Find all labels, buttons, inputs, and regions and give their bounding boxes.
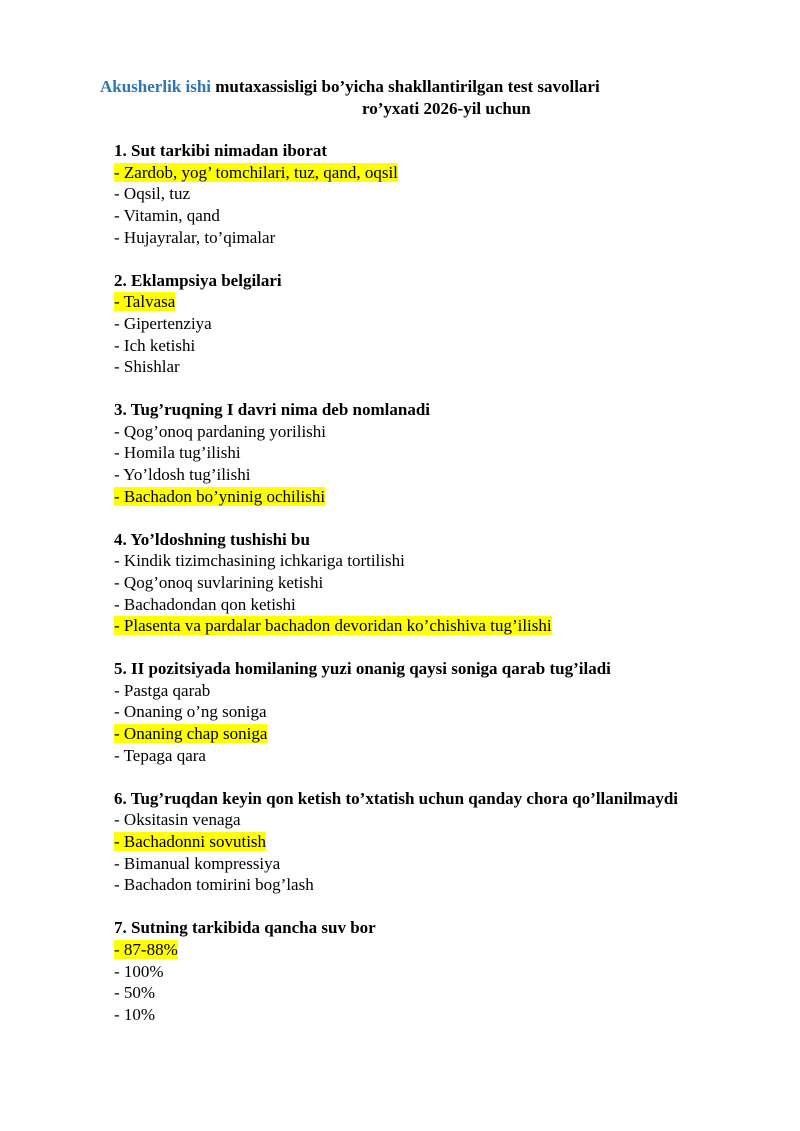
answer-dash: - xyxy=(114,745,124,765)
answer-option xyxy=(114,313,794,335)
answer-text: Bachadon bo’yninig ochilishi xyxy=(123,486,326,506)
answer-dash: - xyxy=(114,206,124,226)
answer-dash: - xyxy=(114,831,124,851)
answer-text: Qog’onoq pardaning yorilishi xyxy=(123,421,327,441)
answer-dash: - xyxy=(114,184,124,204)
answer-highlight xyxy=(114,292,175,311)
answer-option xyxy=(114,680,794,702)
answer-text: Yo’ldosh tug’ilishi xyxy=(123,465,251,485)
question-text: 5. II pozitsiyada homilaning yuzi onanig qaysi soniga qarab tug’iladi xyxy=(114,659,611,679)
answer-dash: - xyxy=(114,227,124,247)
answer-option xyxy=(114,442,794,464)
answer-highlight xyxy=(114,681,210,700)
answer-dash: - xyxy=(114,616,124,636)
question-text: 1. Sut tarkibi nimadan iborat xyxy=(114,141,328,160)
answer-highlight xyxy=(114,184,190,203)
answer-option xyxy=(114,205,794,227)
answer-dash: - xyxy=(114,983,124,1003)
answer-option xyxy=(114,227,794,249)
answer-dash: - xyxy=(114,465,124,485)
answer-highlight xyxy=(114,616,552,635)
question-text: 4. Yo’ldoshning tushishi bu xyxy=(114,529,310,549)
answer-highlight xyxy=(114,443,241,462)
question-block xyxy=(114,399,794,508)
answer-text: Bimanual kompressiya xyxy=(123,853,281,873)
answer-dash: - xyxy=(114,875,124,895)
answer-highlight xyxy=(114,1005,155,1024)
question-text: 3. Tug’ruqning I davri nima deb nomlanadi xyxy=(114,400,431,420)
answer-option xyxy=(114,961,794,983)
answer-option xyxy=(114,874,794,896)
answer-option xyxy=(114,335,794,357)
answer-option xyxy=(114,183,794,205)
answer-text: Bachadonni sovutish xyxy=(123,831,267,851)
answer-dash: - xyxy=(114,724,124,744)
document-title xyxy=(0,76,800,120)
answer-dash: - xyxy=(114,853,124,873)
answer-option xyxy=(114,1004,794,1026)
answer-highlight xyxy=(114,336,195,355)
answer-text: Onaning o’ng soniga xyxy=(123,702,267,722)
answer-option xyxy=(114,572,794,594)
answer-dash: - xyxy=(114,162,124,182)
title-accent-text: Akusherlik ishi xyxy=(100,77,212,96)
question-block xyxy=(114,140,794,249)
answer-highlight xyxy=(114,357,180,376)
answer-text: Zardob, yog’ tomchilari, tuz, qand, oqsil xyxy=(123,162,398,182)
answer-option xyxy=(114,701,794,723)
answer-dash: - xyxy=(114,680,124,700)
question-block xyxy=(114,917,794,1026)
answer-dash: - xyxy=(114,443,124,463)
answer-highlight xyxy=(114,595,296,614)
answer-dash: - xyxy=(114,357,124,377)
question-text: 7. Sutning tarkibida qancha suv bor xyxy=(114,918,376,938)
answer-dash: - xyxy=(114,486,124,506)
answer-dash: - xyxy=(114,1004,124,1024)
answer-highlight xyxy=(114,314,212,333)
answer-text: Shishlar xyxy=(123,357,180,377)
answer-text: Homila tug’ilishi xyxy=(123,443,241,463)
answer-option-correct xyxy=(114,486,794,508)
answer-text: 87-88% xyxy=(123,939,178,959)
answer-option-correct xyxy=(114,615,794,637)
answer-highlight xyxy=(114,702,267,721)
answer-highlight xyxy=(114,875,314,894)
answer-option-correct xyxy=(114,831,794,853)
answer-text: Bachadondan qon ketishi xyxy=(123,594,296,614)
answer-dash: - xyxy=(114,292,124,312)
answer-text: Bachadon tomirini bog’lash xyxy=(123,875,314,895)
answer-option-correct xyxy=(114,723,794,745)
title-line-2: ro’yxati 2026-yil uchun xyxy=(362,99,531,118)
answer-option xyxy=(114,421,794,443)
answer-option xyxy=(114,809,794,831)
question-text: 2. Eklampsiya belgilari xyxy=(114,270,282,290)
answer-dash: - xyxy=(114,939,124,959)
answer-highlight xyxy=(114,422,326,441)
answer-option xyxy=(114,464,794,486)
answer-option-correct xyxy=(114,939,794,961)
answer-option xyxy=(114,356,794,378)
answer-text: Tepaga qara xyxy=(123,745,206,765)
answer-highlight xyxy=(114,983,155,1002)
answer-dash: - xyxy=(114,702,124,722)
question-block xyxy=(114,788,794,897)
answer-highlight xyxy=(114,810,241,829)
answer-highlight xyxy=(114,724,267,743)
question-block xyxy=(114,270,794,379)
answer-option-correct xyxy=(114,162,794,184)
answer-highlight xyxy=(114,163,398,182)
answer-dash: - xyxy=(114,551,124,571)
title-line-1 xyxy=(0,76,800,98)
answer-text: Pastga qarab xyxy=(123,680,211,700)
answer-highlight xyxy=(114,962,164,981)
answer-dash: - xyxy=(114,594,124,614)
question-list xyxy=(114,140,794,1047)
answer-highlight xyxy=(114,746,206,765)
answer-dash: - xyxy=(114,313,124,333)
answer-option xyxy=(114,982,794,1004)
answer-text: Oksitasin venaga xyxy=(123,810,241,830)
answer-highlight xyxy=(114,940,178,959)
answer-text: Qog’onoq suvlarining ketishi xyxy=(123,572,324,592)
answer-text: Kindik tizimchasining ichkariga tortilishi xyxy=(123,551,405,571)
question-text: 6. Tug’ruqdan keyin qon ketish to’xtatish uchun qanday chora qo’llanilmaydi xyxy=(114,788,679,808)
answer-dash: - xyxy=(114,335,124,355)
answer-text: Talvasa xyxy=(123,292,176,312)
answer-text: Gipertenziya xyxy=(123,313,212,333)
question-block xyxy=(114,658,794,767)
answer-dash: - xyxy=(114,572,124,592)
answer-dash: - xyxy=(114,810,124,830)
answer-dash: - xyxy=(114,961,124,981)
answer-option xyxy=(114,745,794,767)
answer-highlight xyxy=(114,465,251,484)
answer-highlight xyxy=(114,551,405,570)
answer-text: Plasenta va pardalar bachadon devoridan ko’chishiva tug’ilishi xyxy=(123,616,552,636)
answer-option-correct xyxy=(114,291,794,313)
answer-text: Vitamin, qand xyxy=(123,206,220,226)
question-block xyxy=(114,529,794,638)
answer-option xyxy=(114,594,794,616)
answer-dash: - xyxy=(114,421,124,441)
answer-text: Hujayralar, to’qimalar xyxy=(123,227,276,247)
answer-highlight xyxy=(114,854,280,873)
answer-text: Onaning chap soniga xyxy=(123,724,268,744)
answer-text: Ich ketishi xyxy=(123,335,196,355)
answer-highlight xyxy=(114,573,323,592)
answer-text: 50% xyxy=(123,983,156,1003)
answer-option xyxy=(114,550,794,572)
answer-highlight xyxy=(114,206,220,225)
answer-text: Oqsil, tuz xyxy=(123,184,191,204)
title-rest-text: mutaxassisligi bo’yicha shakllantirilgan test savollari xyxy=(211,77,600,96)
answer-option xyxy=(114,853,794,875)
answer-highlight xyxy=(114,832,266,851)
answer-highlight xyxy=(114,487,325,506)
answer-highlight xyxy=(114,228,275,247)
answer-text: 10% xyxy=(123,1004,156,1024)
answer-text: 100% xyxy=(123,961,164,981)
